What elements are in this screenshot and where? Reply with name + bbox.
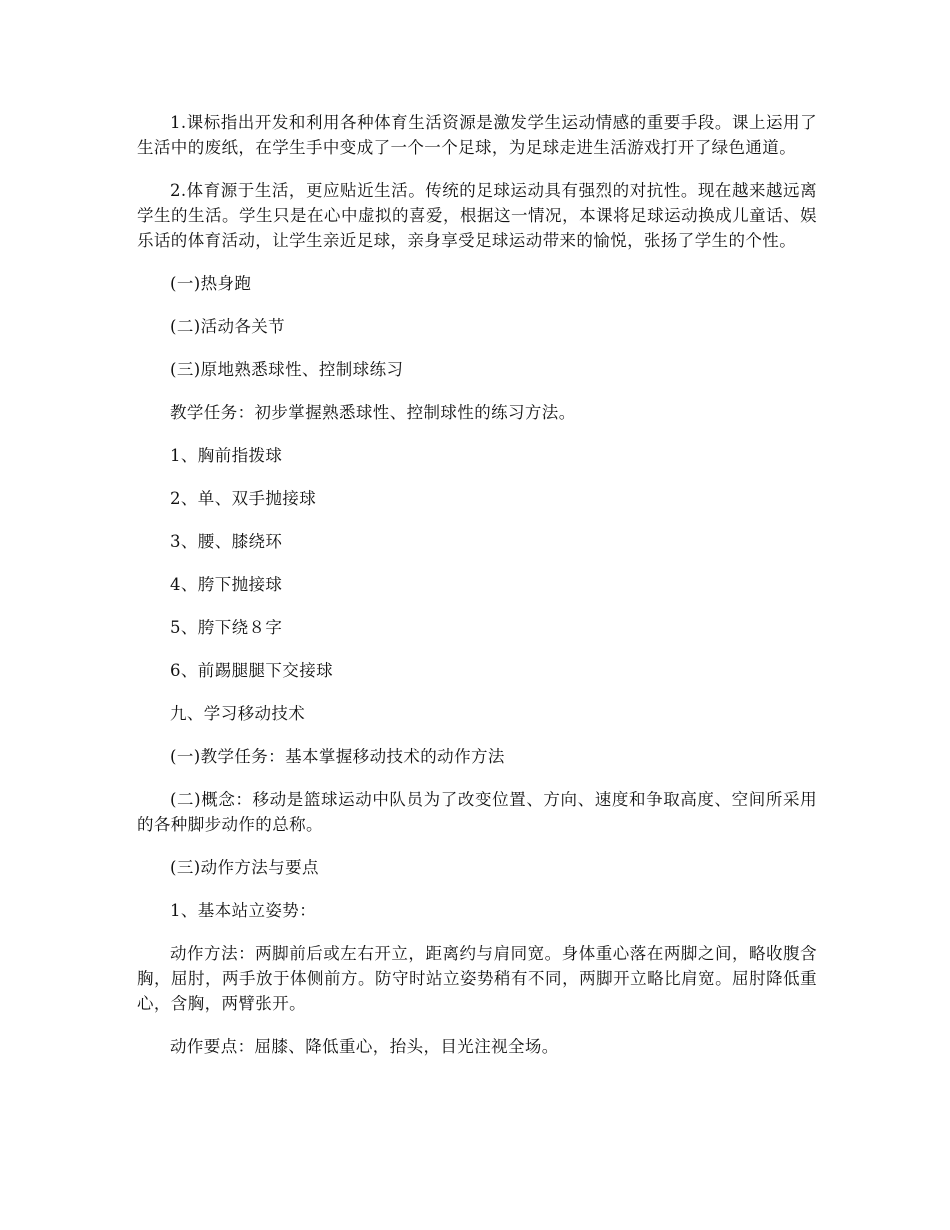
stance-heading: 1、基本站立姿势： [170,901,317,920]
section-warmup-run: (一)热身跑 [170,274,252,293]
section-joint-activity: (二)活动各关节 [170,317,286,336]
stance-key-points: 动作要点：屈膝、降低重心，抬头，目光注视全场。 [170,1037,559,1056]
paragraph-rationale-2: 2.体育源于生活，更应贴近生活。传统的足球运动具有强烈的对抗性。现在越来越远离学生的生活。学生只是在心中虚拟的喜爱，根据这一情况，本课将足球运动换成儿童话、娱乐话的体育活动，让学生亲近足球，亲身享受足球运动带来的愉悦，张扬了学生的个性。 [137,181,817,250]
drill-item-4: 4、胯下抛接球 [170,575,283,594]
drill-item-2: 2、单、双手抛接球 [170,489,317,508]
movement-method-heading: (三)动作方法与要点 [170,858,319,877]
movement-concept: (二)概念：移动是篮球运动中队员为了改变位置、方向、速度和争取高度、空间所采用的各种脚步动作的总称。 [137,790,817,834]
paragraph-rationale-1: 1.课标指出开发和利用各种体育生活资源是激发学生运动情感的重要手段。课上运用了生活中的废纸，在学生手中变成了一个一个足球，为足球走进生活游戏打开了绿色通道。 [137,113,817,157]
drill-item-3: 3、腰、膝绕环 [170,532,283,551]
drill-item-5: 5、胯下绕８字 [170,618,283,637]
section-ball-control: (三)原地熟悉球性、控制球练习 [170,360,404,379]
stance-method: 动作方法：两脚前后或左右开立，距离约与肩同宽。身体重心落在两脚之间，略收腹含胸，屈肘，两手放于体侧前方。防守时站立姿势稍有不同，两脚开立略比肩宽。屈肘降低重心，含胸，两臂张开。 [137,944,817,1013]
section-heading-movement: 九、学习移动技术 [170,704,306,723]
movement-teaching-task: (一)教学任务：基本掌握移动技术的动作方法 [170,747,505,766]
document-body [137,110,817,1077]
drill-item-1: 1、胸前指拨球 [170,446,283,465]
drill-item-6: 6、前踢腿腿下交接球 [170,661,333,680]
teaching-task-ball-control: 教学任务：初步掌握熟悉球性、控制球性的练习方法。 [170,403,576,422]
